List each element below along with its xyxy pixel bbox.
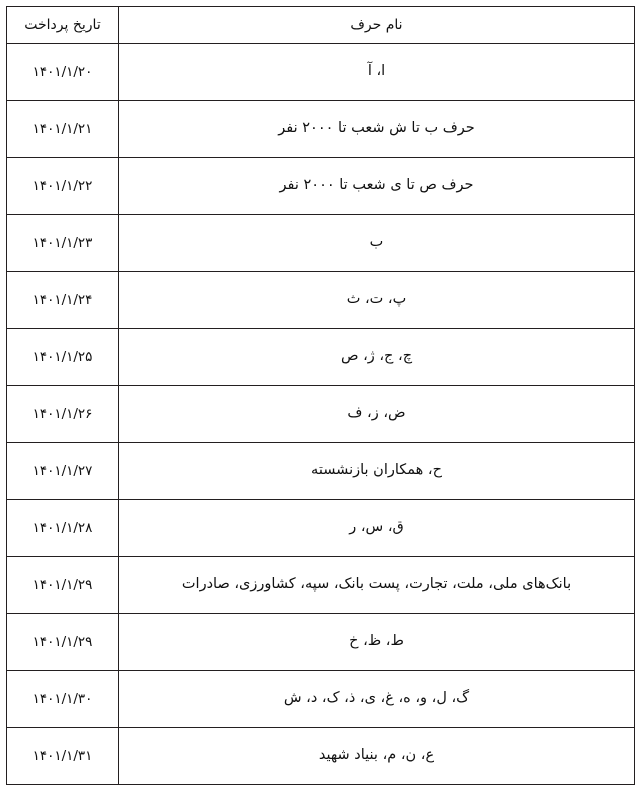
cell-letter: ع، ن، م، بنیاد شهید	[119, 728, 635, 785]
cell-date: ۱۴۰۱/۱/۲۳	[7, 215, 119, 272]
cell-letter: ط، ظ، خ	[119, 614, 635, 671]
table-row	[7, 500, 635, 557]
cell-letter: ب	[119, 215, 635, 272]
cell-date: ۱۴۰۱/۱/۲۰	[7, 44, 119, 101]
cell-date: ۱۴۰۱/۱/۲۹	[7, 557, 119, 614]
cell-date: ۱۴۰۱/۱/۳۰	[7, 671, 119, 728]
cell-date: ۱۴۰۱/۱/۲۵	[7, 329, 119, 386]
table-row	[7, 44, 635, 101]
table-row	[7, 728, 635, 785]
cell-date: ۱۴۰۱/۱/۲۷	[7, 443, 119, 500]
cell-letter: حرف ص تا ی شعب تا ۲۰۰۰ نفر	[119, 158, 635, 215]
cell-letter: پ، ت، ث	[119, 272, 635, 329]
cell-letter: ا، آ	[119, 44, 635, 101]
table-row	[7, 272, 635, 329]
cell-date: ۱۴۰۱/۱/۲۱	[7, 101, 119, 158]
table-row	[7, 443, 635, 500]
cell-letter: گ، ل، و، ه، غ، ی، ذ، ک، د، ش	[119, 671, 635, 728]
cell-date: ۱۴۰۱/۱/۲۶	[7, 386, 119, 443]
table-row	[7, 101, 635, 158]
table-row	[7, 614, 635, 671]
cell-letter: ح، همکاران بازنشسته	[119, 443, 635, 500]
cell-letter: ق، س، ر	[119, 500, 635, 557]
column-header-date: تاریخ پرداخت	[7, 7, 119, 44]
column-header-letter: نام حرف	[119, 7, 635, 44]
cell-letter: ض، ز، ف	[119, 386, 635, 443]
table-row	[7, 329, 635, 386]
table-row	[7, 557, 635, 614]
table-row	[7, 215, 635, 272]
cell-date: ۱۴۰۱/۱/۲۲	[7, 158, 119, 215]
cell-date: ۱۴۰۱/۱/۳۱	[7, 728, 119, 785]
table-header	[7, 7, 635, 44]
table-body	[7, 44, 635, 785]
cell-date: ۱۴۰۱/۱/۲۴	[7, 272, 119, 329]
cell-letter: حرف ب تا ش شعب تا ۲۰۰۰ نفر	[119, 101, 635, 158]
payment-schedule-table	[6, 6, 635, 785]
table-row	[7, 158, 635, 215]
table-header-row	[7, 7, 635, 44]
cell-date: ۱۴۰۱/۱/۲۹	[7, 614, 119, 671]
cell-letter: بانک‌های ملی، ملت، تجارت، پست بانک، سپه، کشاورزی، صادرات	[119, 557, 635, 614]
table-row	[7, 386, 635, 443]
table-row	[7, 671, 635, 728]
cell-date: ۱۴۰۱/۱/۲۸	[7, 500, 119, 557]
cell-letter: چ، ج، ژ، ص	[119, 329, 635, 386]
